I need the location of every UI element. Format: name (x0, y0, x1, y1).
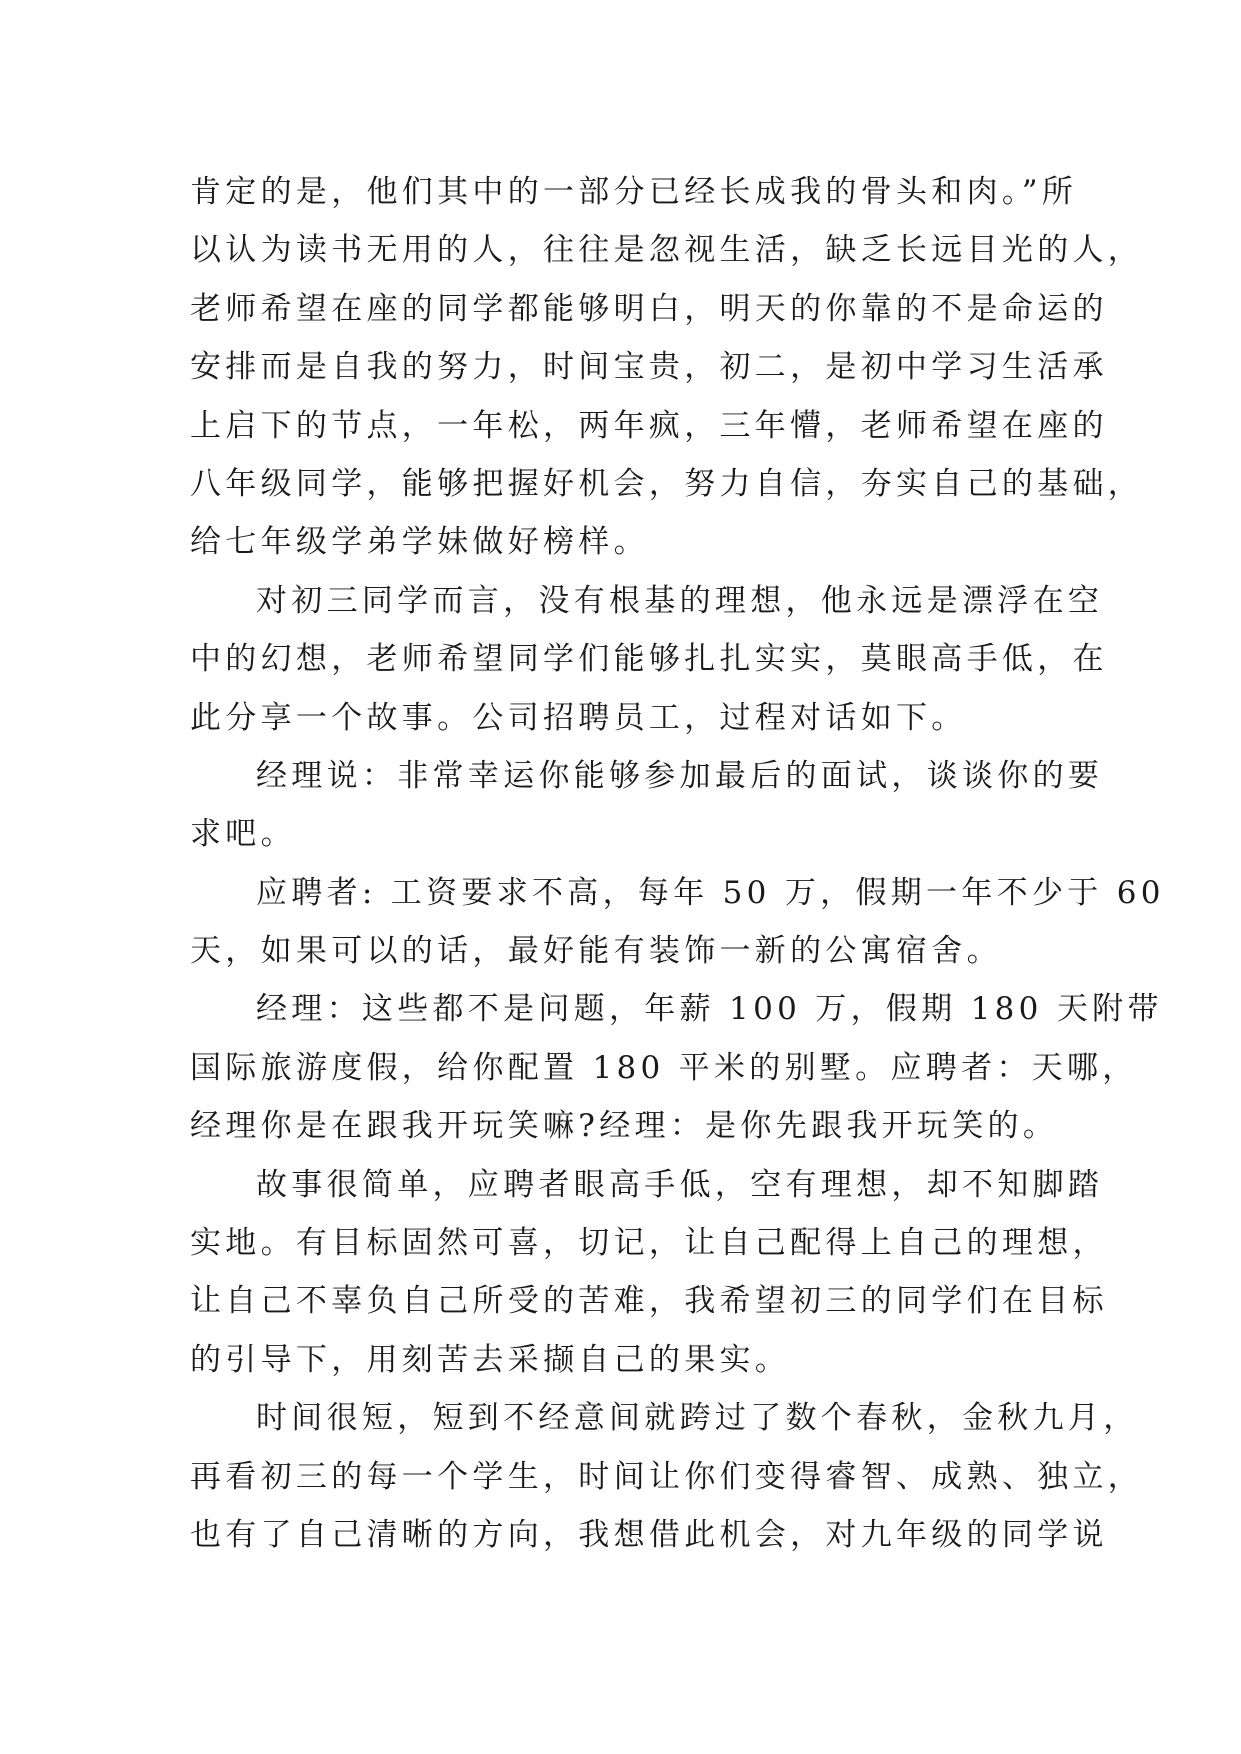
text-line: 安排而是自我的努力，时间宝贵，初二，是初中学习生活承 (190, 349, 1108, 386)
text-line: 八年级同学，能够把握好机会，努力自信，夯实自己的基础， (190, 465, 1144, 502)
paragraph-first-line: 故事很简单，应聘者眼高手低，空有理想，却不知脚踏 (256, 1166, 1104, 1203)
paragraph-first-line: 对初三同学而言，没有根基的理想，他永远是漂浮在空 (256, 582, 1104, 619)
text-line: 国际旅游度假，给你配置 180 平米的别墅。应聘者：天哪， (190, 1049, 1138, 1086)
text-line: 也有了自己清晰的方向，我想借此机会，对九年级的同学说 (190, 1516, 1108, 1553)
text-line: 此分享一个故事。公司招聘员工，过程对话如下。 (190, 699, 967, 736)
text-line: 肯定的是，他们其中的一部分已经长成我的骨头和肉。”所 (190, 174, 1078, 210)
text-line: 实地。有目标固然可喜，切记，让自己配得上自己的理想， (190, 1225, 1108, 1262)
text-line: 经理你是在跟我开玩笑嘛?经理：是你先跟我开玩笑的。 (190, 1108, 1059, 1145)
body-text (190, 163, 1165, 1564)
text-line: 再看初三的每一个学生，时间让你们变得睿智、成熟、独立， (190, 1458, 1144, 1495)
paragraph-first-line: 经理：这些都不是问题，年薪 100 万，假期 180 天附带 (256, 991, 1163, 1028)
text-line: 老师希望在座的同学都能够明白，明天的你靠的不是命运的 (190, 290, 1108, 327)
text-line: 的引导下，用刻苦去采撷自己的果实。 (190, 1341, 791, 1378)
text-line: 中的幻想，老师希望同学们能够扎扎实实，莫眼高手低，在 (190, 641, 1108, 678)
text-line: 求吧。 (190, 816, 296, 853)
paragraph-first-line: 应聘者: 工资要求不高，每年 50 万，假期一年不少于 60 (256, 874, 1165, 911)
text-line: 上启下的节点，一年松，两年疯，三年懵，老师希望在座的 (190, 407, 1108, 444)
paragraph-first-line: 经理说：非常幸运你能够参加最后的面试，谈谈你的要 (256, 757, 1104, 794)
text-line: 以认为读书无用的人，往往是忽视生活，缺乏长远目光的人， (190, 232, 1144, 269)
text-line: 给七年级学弟学妹做好榜样。 (190, 524, 649, 561)
text-line: 让自己不辜负自己所受的苦难，我希望初三的同学们在目标 (190, 1283, 1108, 1320)
text-line: 天，如果可以的话，最好能有装饰一新的公寓宿舍。 (190, 933, 1002, 970)
paragraph-first-line: 时间很短，短到不经意间就跨过了数个春秋，金秋九月， (256, 1400, 1139, 1437)
